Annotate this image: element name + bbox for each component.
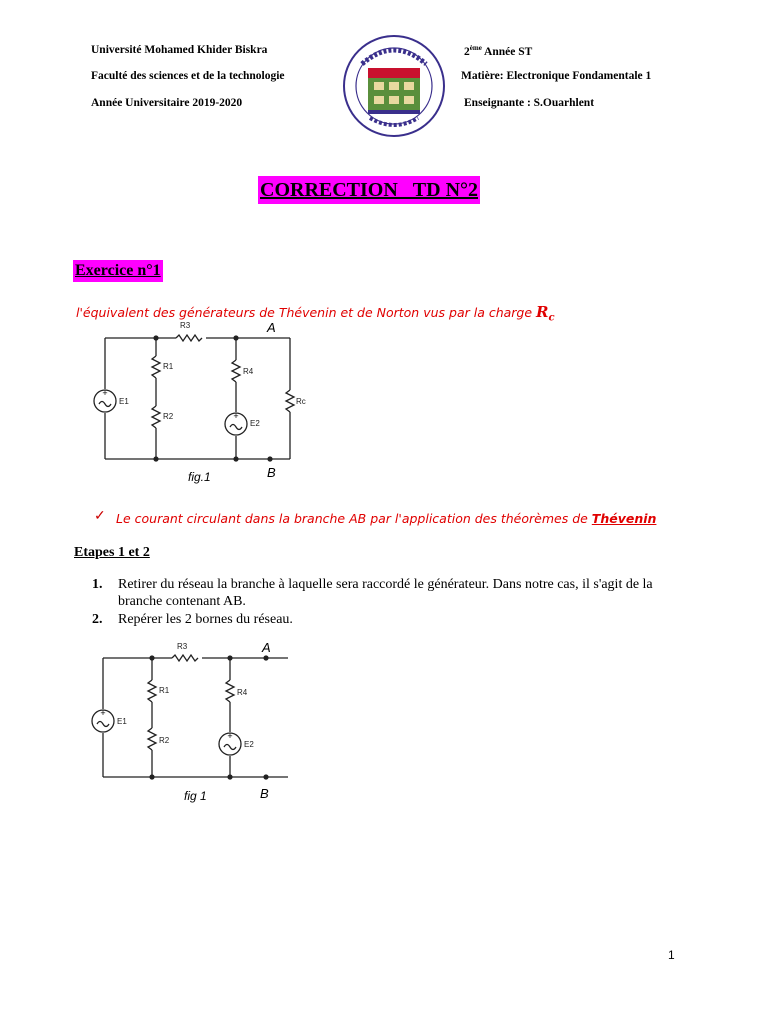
fig2-label-e2: E2 [244, 740, 254, 749]
header-year [464, 44, 532, 58]
step-text: Repérer les 2 bornes du réseau. [118, 612, 293, 627]
bullet-text: Le courant circulant dans la branche AB par l'application des théorèmes de [116, 511, 592, 526]
header-academic-year: Année Universitaire 2019-2020 [91, 97, 243, 109]
circuit-figure-1 [90, 318, 310, 488]
svg-text:+: + [102, 388, 108, 398]
university-logo [340, 34, 448, 138]
header-year-label: Année ST [481, 45, 533, 58]
fig2-label-r1: R1 [159, 686, 170, 695]
fig2-node-b: B [260, 786, 269, 801]
fig1-node-a: A [267, 320, 276, 335]
fig1-label-r3: R3 [180, 321, 191, 330]
fig2-label-e1: E1 [117, 717, 127, 726]
fig1-label-r1: R1 [163, 362, 174, 371]
fig1-label-r2: R2 [163, 412, 174, 421]
intro-text: l'équivalent des générateurs de Thévenin et de Norton vus par la charge [76, 305, 537, 320]
step-text: Retirer du réseau la branche à laquelle sera raccordé le générateur. Dans notre cas, il s'agit de la branche contenant AB. [118, 577, 653, 609]
header-faculty: Faculté des sciences et de la technologie [91, 70, 285, 82]
fig2-caption: fig 1 [184, 789, 207, 803]
step-number: 1. [92, 577, 103, 592]
page-title: CORRECTION _TD N°2 [258, 176, 480, 204]
svg-text:+: + [100, 708, 106, 718]
fig2-label-r2: R2 [159, 736, 170, 745]
charge-subscript: c [548, 312, 555, 324]
check-icon: ✓ [94, 509, 106, 524]
fig1-caption: fig.1 [188, 470, 211, 484]
charge-symbol: R [536, 303, 549, 321]
fig1-label-e1: E1 [119, 397, 129, 406]
page-number: 1 [668, 948, 675, 962]
fig1-label-e2: E2 [250, 419, 260, 428]
bullet-line [116, 511, 656, 526]
step-number: 2. [92, 612, 103, 627]
circuit-figure-2 [88, 640, 298, 810]
svg-text:+: + [227, 731, 233, 741]
fig1-label-rc: Rc [296, 397, 306, 406]
fig2-label-r4: R4 [237, 688, 248, 697]
header-university: Université Mohamed Khider Biskra [91, 44, 268, 56]
fig2-node-a: A [262, 640, 271, 655]
steps-heading: Etapes 1 et 2 [74, 545, 150, 560]
header-subject: Matière: Electronique Fondamentale 1 [461, 70, 652, 82]
svg-text:+: + [233, 411, 239, 421]
fig2-label-r3: R3 [177, 642, 188, 651]
header-teacher: Enseignante : S.Ouarhlent [464, 97, 595, 109]
header-year-superscript: ème [469, 44, 482, 52]
header-year-number: 2 [464, 45, 470, 58]
list-item [92, 611, 692, 628]
fig1-node-b: B [267, 465, 276, 480]
exercise-heading: Exercice n°1 [73, 260, 163, 282]
fig1-label-r4: R4 [243, 367, 254, 376]
steps-list [92, 576, 692, 629]
list-item [92, 576, 692, 610]
thevenin-emphasis: Thévenin [591, 511, 657, 526]
